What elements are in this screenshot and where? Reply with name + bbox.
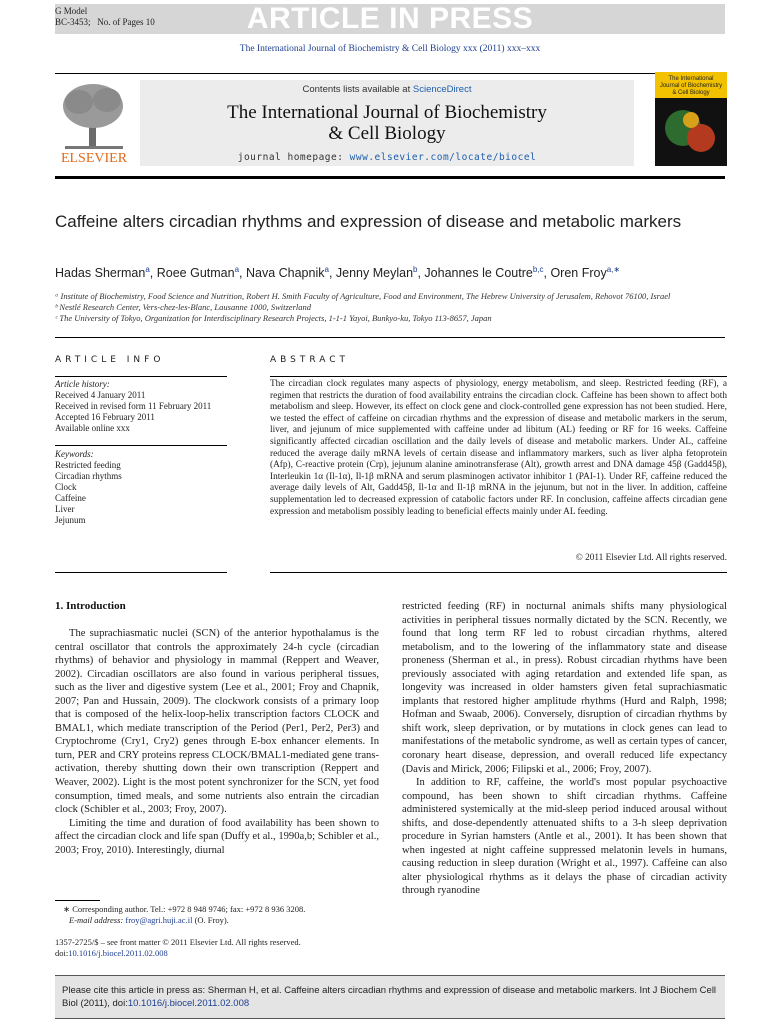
journal-homepage xyxy=(140,152,634,163)
author[interactable]: Johannes le Coutre$^{b,c}$ xyxy=(424,265,544,281)
journal-title-line-1: The International Journal of Biochemistry xyxy=(227,102,547,123)
header-rule xyxy=(55,73,725,74)
citation-body: Please cite this article in press as: Sherman H, et al. Caffeine alters circadian rhythms and expression of disease and metabolic markers. Int J Biochem Cell Biol (2011), doi: xyxy=(62,985,717,1009)
banner-model: G Model xyxy=(55,6,88,16)
author[interactable]: Nava Chapnik$^a$ xyxy=(245,265,329,281)
citation-box xyxy=(55,975,725,1019)
keyword[interactable]: Clock xyxy=(55,482,77,492)
paragraph: The suprachiasmatic nuclei (SCN) of the anterior hypothalamus is the central oscillator that controls the approximately 24-h cycle (circadian rhythms) of behavior and physiology in mammal (Reppert and Weaver, 2002). Circadian oscillators are also found in various peripheral tissues, such as the liver and digestive system (Lee et al., 2001; Froy and Chapnik, 2007; Pan and Hussain, 2009). The clockwork consists of a primary loop that is composed of the helix-loop-helix transcription factors CLOCK and BMAL1, which mediate transcription of the Period (Per1, Per2, Per3) and Cryptochrome (Cry1, Cry2) genes through E-box enhancer elements. In turn, PER and CRY proteins repress CLOCK/BMAL1-mediated gene trans-activation, thereby shutting down their own transcription (Reppert and Weaver, 2002). Light is the most potent synchronizer for the SCN, yet food consumption, timed meals, and some nutrients also entrain the circadian clock (Schibler et al., 2003; Froy, 2007). xyxy=(55,628,379,816)
article-in-press-banner xyxy=(55,4,725,34)
article-title: Caffeine alters circadian rhythms and expression of disease and metabolic markers xyxy=(55,212,682,231)
article-history xyxy=(55,379,255,434)
cover-text: The International Journal of Biochemistry & Cell Biology xyxy=(659,76,723,96)
affiliation: ᵇ Nestlé Research Center, Vers-chez-les-Blanc, Lausanne 1000, Switzerland xyxy=(55,302,311,312)
footnote-rule xyxy=(55,900,100,901)
affiliation: ᶜ The University of Tokyo, Organization for Interdisciplinary Research Projects, 1-1-1 Yayoi, Bunkyo-ku, Tokyo 113-8657, Japan xyxy=(55,313,492,323)
journal-title xyxy=(140,102,634,144)
issn-line: 1357-2725/$ – see front matter © 2011 Elsevier Ltd. All rights reserved. xyxy=(55,937,301,947)
affiliation: ᵃ Institute of Biochemistry, Food Science and Nutrition, Robert H. Smith Faculty of Agriculture, Food and Environment, The Hebrew University of Jerusalem, Rehovot 76100, Israel xyxy=(55,291,671,301)
homepage-prefix: journal homepage: xyxy=(237,152,350,163)
email-label: E-mail address: xyxy=(69,915,126,925)
history-item: Accepted 16 February 2011 xyxy=(55,412,155,422)
contents-prefix: Contents lists available at xyxy=(302,84,413,95)
intro-left-column xyxy=(55,627,379,857)
email-link[interactable]: froy@agri.huji.ac.il xyxy=(125,915,193,925)
paragraph: Limiting the time and duration of food availability has been shown to affect the circadian clock and life span (Duffy et al., 1990a,b; Schibler et al., 2003; Froy, 2010). Interestingly, diurnal xyxy=(55,817,379,856)
section-heading-introduction: 1. Introduction xyxy=(55,600,126,612)
abstract-rule xyxy=(270,376,727,377)
history-item: Received in revised form 11 February 2011 xyxy=(55,401,212,411)
keyword[interactable]: Restricted feeding xyxy=(55,460,121,470)
journal-cover-image xyxy=(655,72,727,166)
author[interactable]: Hadas Sherman$^a$ xyxy=(55,265,150,281)
banner-title: ARTICLE IN PRESS xyxy=(246,2,534,35)
corresponding-author-note xyxy=(55,904,379,926)
keyword[interactable]: Liver xyxy=(55,504,75,514)
author[interactable]: Roee Gutman$^a$ xyxy=(156,265,240,281)
email-suffix: (O. Froy). xyxy=(192,915,229,925)
banner-pages: No. of Pages 10 xyxy=(97,17,155,27)
info-rule xyxy=(55,376,227,377)
keyword[interactable]: Jejunum xyxy=(55,515,86,525)
corresponding-text: ∗ Corresponding author. Tel.: +972 8 948 9746; fax: +972 8 936 3208. xyxy=(63,904,306,914)
intro-right-column xyxy=(402,600,727,898)
homepage-link[interactable]: www.elsevier.com/locate/biocel xyxy=(349,152,537,163)
keyword[interactable]: Circadian rhythms xyxy=(55,471,122,481)
abstract-heading: ABSTRACT xyxy=(270,355,350,365)
keywords-label: Keywords: xyxy=(55,449,94,459)
doi-link[interactable]: 10.1016/j.biocel.2011.02.008 xyxy=(68,948,168,958)
citation-text xyxy=(62,984,722,1010)
banner-code: BC-3453; xyxy=(55,17,91,27)
issn-info xyxy=(55,937,455,959)
history-item: Available online xxx xyxy=(55,423,130,433)
section-rule xyxy=(55,337,725,338)
keyword[interactable]: Caffeine xyxy=(55,493,86,503)
history-item: Received 4 January 2011 xyxy=(55,390,146,400)
article-info-heading: ARTICLE INFO xyxy=(55,355,165,365)
cover-art-icon xyxy=(655,98,727,166)
abstract-copyright: © 2011 Elsevier Ltd. All rights reserved. xyxy=(575,553,727,563)
section-rule xyxy=(55,572,227,573)
masthead xyxy=(55,76,725,166)
journal-citation-line[interactable]: The International Journal of Biochemistry & Cell Biology xxx (2011) xxx–xxx xyxy=(239,44,541,54)
info-rule xyxy=(55,445,227,446)
masthead-rule xyxy=(55,176,725,179)
author-list: Hadas Sherman$^a$, Roee Gutman$^a$, Nava Chapnik$^a$, Jenny Meylan$^b$, Johannes le Coutre$^{b,c}$, Oren Froy$^{a,∗}$ xyxy=(55,265,621,281)
paragraph: restricted feeding (RF) in nocturnal animals shifts many physiological activities in peripheral tissues normally dictated by the SCN. Recently, we found that long term RF led to robust circadian rhythms, altered metabolism, and to the lowering of the inflammatory state and disease proneness (Sherman et al., in press). Robust circadian rhythms have been previously associated with aging retardation and extended life span, as longevity was increased in older hamsters given fetal suprachiasmatic implants that restored higher amplitude rhythms (Hurd and Ralph, 1998; Hofman and Swaab, 2006). Conversely, disruption of circadian rhythms by shift work, sleep deprivation, or by mutations in clock genes can lead to manifestations of the metabolic syndrome, as well as certain types of cancer, coronary heart disease, depression, and overall reduced life expectancy (Davis and Mirick, 2006; Filipski et al., 2006; Froy, 2007). xyxy=(402,601,727,775)
history-label: Article history: xyxy=(55,379,110,389)
journal-title-line-2: & Cell Biology xyxy=(328,123,446,144)
elsevier-tree-icon xyxy=(55,80,133,166)
keywords xyxy=(55,449,255,526)
publisher-name: ELSEVIER xyxy=(60,151,128,166)
section-rule xyxy=(270,572,727,573)
paragraph: In addition to RF, caffeine, the world's most popular psychoactive compound, has been shown to shift circadian rhythms. Caffeine administered systemically at the mid-sleep period induced arousal without shifts, and dose-dependently attenuated shifts to a 3-h sleep deprivation procedure in Syrian hamsters (Antle et al., 2001). It has been shown that when ingested at night caffeine suppressed melatonin levels in humans, causing reduction in sleep duration (Wright et al., 1997). Caffeine can also alter physiological rhythms as it delays the phase of circadian activity through ryanodine xyxy=(402,777,727,897)
citation-doi-link[interactable]: 10.1016/j.biocel.2011.02.008 xyxy=(127,998,250,1009)
author[interactable]: Jenny Meylan$^b$ xyxy=(335,265,418,281)
elsevier-logo xyxy=(55,80,133,166)
journal-title-box xyxy=(140,80,634,166)
author[interactable]: Oren Froy$^{a,∗}$ xyxy=(550,265,621,281)
contents-line xyxy=(140,84,634,95)
abstract-text: The circadian clock regulates many aspects of physiology, energy metabolism, and sleep. Restricted feeding (RF), a regimen that restricts the duration of food availability entrains the circadian clock. Caffeine has been shown to affect both metabolism and sleep. However, its effect on clock gene and clock-controlled gene expression has not been studied. Here, we tested the effect of caffeine on circadian rhythms and the expression of disease and metabolic markers in the serum, liver, and jejunum of mice supplemented with caffeine under ad libitum (AL) feeding or RF for 16 weeks. Caffeine significantly affected circadian oscillation and the daily levels of disease and metabolic markers. Under AL, caffeine reduced the average daily mRNA levels of certain disease and inflammatory markers, such as liver alpha fetoprotein (Afp), C-reactive protein (Crp), jejunum alanine aminotransferase (Alt), growth arrest and DNA damage 45β (Gadd45β), Interleukin 1α (Il-1α), Il-1β mRNA and serum plasminogen activator inhibitor 1 (PAI-1). Under RF, caffeine reduced the average daily levels of Alt, Gadd45β, Il-1α and Il-1β mRNA in the jejunum, but not in the liver. In addition, caffeine supplementation led to decreased expression of catabolic factors under RF. In conclusion, caffeine affects circadian gene expression and metabolism possibly leading to beneficial effects mainly under AL feeding. xyxy=(270,379,727,517)
sciencedirect-link[interactable]: ScienceDirect xyxy=(412,84,472,95)
doi-label: doi: xyxy=(55,948,69,958)
